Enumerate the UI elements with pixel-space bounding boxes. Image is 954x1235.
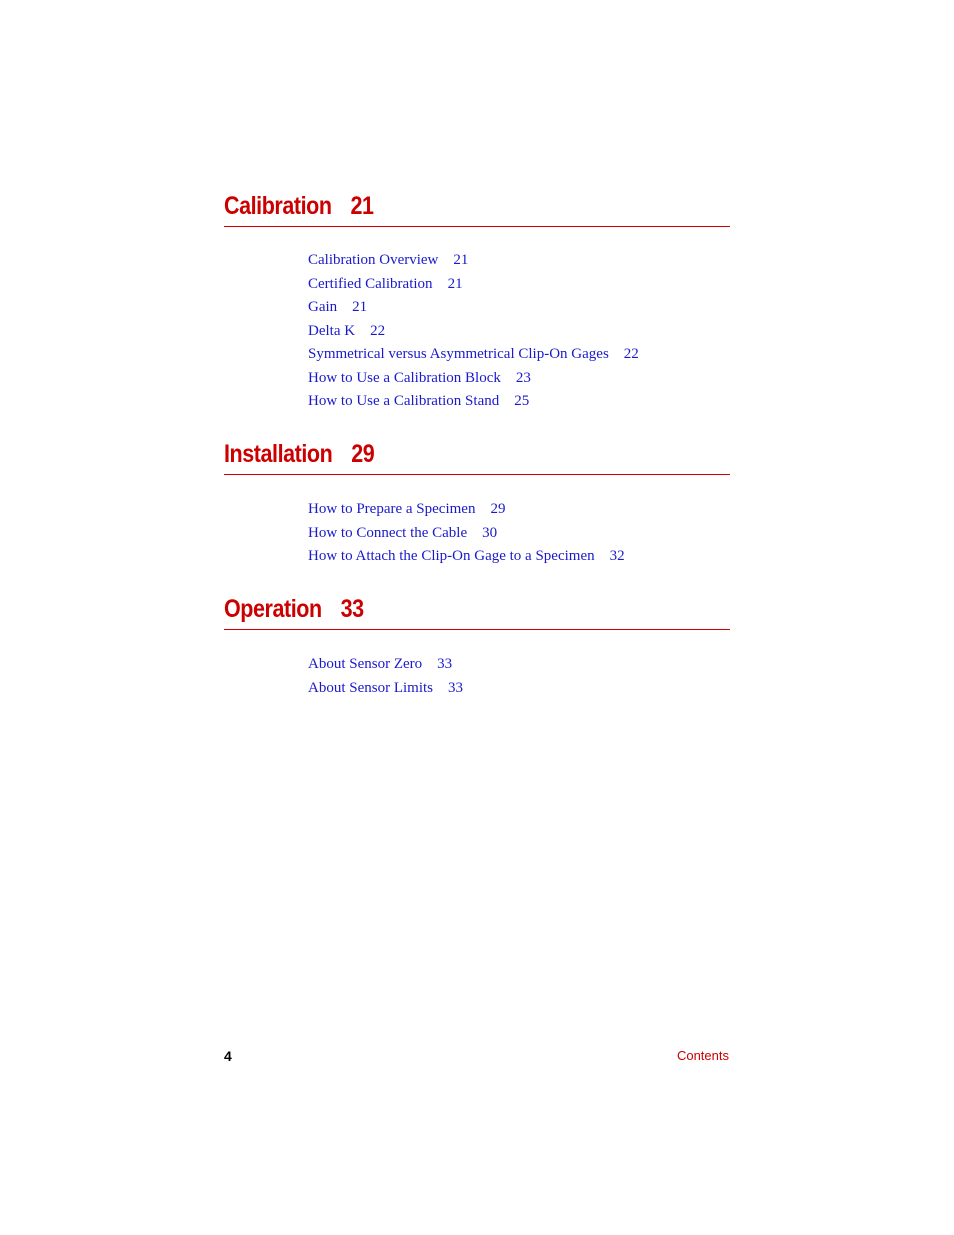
section-title[interactable] [224,192,374,221]
toc-entry-label: How to Prepare a Specimen [308,501,476,517]
toc-entry[interactable] [308,296,639,320]
toc-entry-page: 30 [482,524,498,541]
section-title-text: Installation [224,440,333,468]
toc-entry[interactable] [308,390,639,414]
toc-entry-label: Delta K [308,322,356,339]
toc-entry-page: 21 [352,299,368,315]
section-title-text: Calibration [224,192,332,220]
toc-entry-page: 22 [623,346,639,362]
section-page-number: 33 [340,595,364,623]
section-heading[interactable] [224,430,730,475]
toc-entry-label: How to Use a Calibration Stand [308,393,500,409]
toc-entry-page: 21 [447,275,463,292]
toc-entry[interactable] [308,320,639,344]
toc-entry[interactable] [308,653,463,677]
toc-entry-page: 25 [514,393,530,409]
toc-entry-label: How to Connect the Cable [308,524,468,541]
section-installation [224,430,730,564]
toc-entry-list [308,498,625,569]
toc-entry[interactable] [308,545,625,569]
toc-entry-label: How to Attach the Clip-On Gage to a Specimen [308,548,595,564]
toc-entry-page: 21 [453,252,469,268]
toc-entry-label: Symmetrical versus Asymmetrical Clip-On Gages [308,346,609,362]
footer-page-number: 4 [224,1048,232,1064]
toc-entry-page: 33 [448,679,464,696]
toc-entry-label: About Sensor Zero [308,656,423,672]
toc-entry[interactable] [308,522,625,546]
section-title-text: Operation [224,595,322,623]
section-title[interactable] [224,595,364,624]
toc-entry-label: Gain [308,299,338,315]
toc-entry[interactable] [308,498,625,522]
toc-entry-list [308,653,463,700]
section-page-number: 29 [351,440,375,468]
toc-entry[interactable] [308,273,639,297]
toc-entry-label: Certified Calibration [308,275,433,292]
footer-running-title: Contents [676,1048,729,1063]
toc-entry-label: Calibration Overview [308,252,439,268]
section-heading[interactable] [224,585,730,630]
toc-entry-list [308,249,639,414]
toc-entry-label: How to Use a Calibration Block [308,369,501,386]
toc-entry-page: 29 [490,501,506,517]
toc-entry[interactable] [308,367,639,391]
section-title[interactable] [224,440,374,469]
section-calibration [224,182,730,409]
toc-entry[interactable] [308,343,639,367]
toc-entry-label: About Sensor Limits [308,679,434,696]
toc-entry-page: 22 [370,322,386,339]
toc-entry[interactable] [308,677,463,701]
toc-entry[interactable] [308,249,639,273]
section-operation [224,585,730,696]
toc-entry-page: 23 [515,369,531,386]
section-heading[interactable] [224,182,730,227]
toc-entry-page: 33 [437,656,453,672]
toc-entry-page: 32 [609,548,625,564]
section-page-number: 21 [350,192,374,220]
